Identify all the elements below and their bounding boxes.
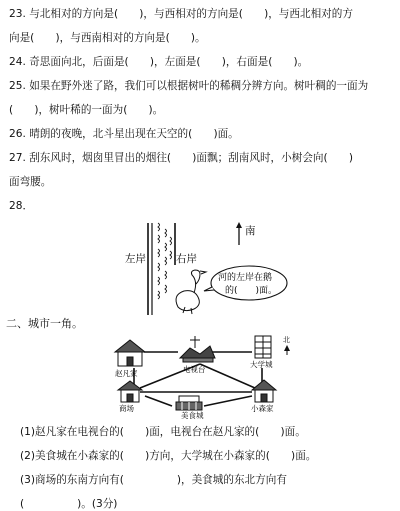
question-23-line-1: 23. 与北相对的方向是( )，与西相对的方向是( )，与西北相对的方 [9, 8, 353, 20]
question-23-line-2: 向是( )，与西南相对的方向是( )。 [9, 32, 206, 44]
question-25-line-1: 25. 如果在野外迷了路，我们可以根据树叶的稀稠分辨方向。树叶稠的一面为 [9, 80, 369, 92]
zhao-home-label: 赵凡家 [115, 369, 138, 378]
map-north-label: 北 [283, 336, 290, 344]
question-27-line-2: 面弯腰。 [9, 176, 52, 188]
left-bank-label: 左岸 [125, 253, 146, 265]
university-label: 大学城 [250, 360, 273, 369]
zhao-home-icon [115, 340, 145, 366]
city-question-1: (1)赵凡家在电视台的( )面，电视台在赵凡家的( )面。 [20, 426, 306, 438]
right-bank-label: 右岸 [176, 253, 197, 265]
food-city-icon [176, 396, 202, 410]
section-2-title: 二、城市一角。 [6, 317, 83, 330]
speech-text-line-2: 的( )面。 [225, 286, 278, 296]
university-icon [255, 336, 271, 358]
question-26: 26. 晴朗的夜晚，北斗星出现在天空的( )面。 [9, 128, 239, 140]
water-ripples [158, 223, 172, 299]
mall-label: 商场 [119, 404, 134, 413]
xiaosen-home-icon [252, 380, 276, 402]
tv-station-icon [180, 336, 215, 362]
city-question-3: (3)商场的东南方向有( )，美食城的东北方向有 [20, 474, 287, 486]
question-27-line-1: 27. 刮东风时，烟囱里冒出的烟往( )面飘；刮南风时，小树会向( ) [9, 152, 353, 164]
question-28-number: 28． [9, 200, 34, 212]
city-question-3-tail: ( )。(3分) [20, 498, 118, 510]
goose-icon [176, 270, 206, 314]
tv-station-label: 电视台 [183, 365, 206, 374]
question-25-line-2: ( )，树叶稀的一面为( )。 [9, 104, 164, 116]
xiaosen-home-label: 小森家 [251, 404, 274, 413]
river-figure [0, 215, 400, 325]
question-24: 24. 奇思面向北，后面是( )，左面是( )，右面是( )。 [9, 56, 309, 68]
city-map-figure [0, 330, 400, 422]
map-north-arrow-icon [284, 345, 290, 355]
city-question-2: (2)美食城在小森家的( )方向，大学城在小森家的( )面。 [20, 450, 317, 462]
mall-icon [118, 381, 142, 402]
speech-text-line-1: 河的左岸在鹅 [218, 273, 273, 283]
north-arrow-label: 南 [245, 225, 256, 237]
north-arrow-icon [236, 222, 242, 245]
food-city-label: 美食城 [181, 411, 204, 420]
